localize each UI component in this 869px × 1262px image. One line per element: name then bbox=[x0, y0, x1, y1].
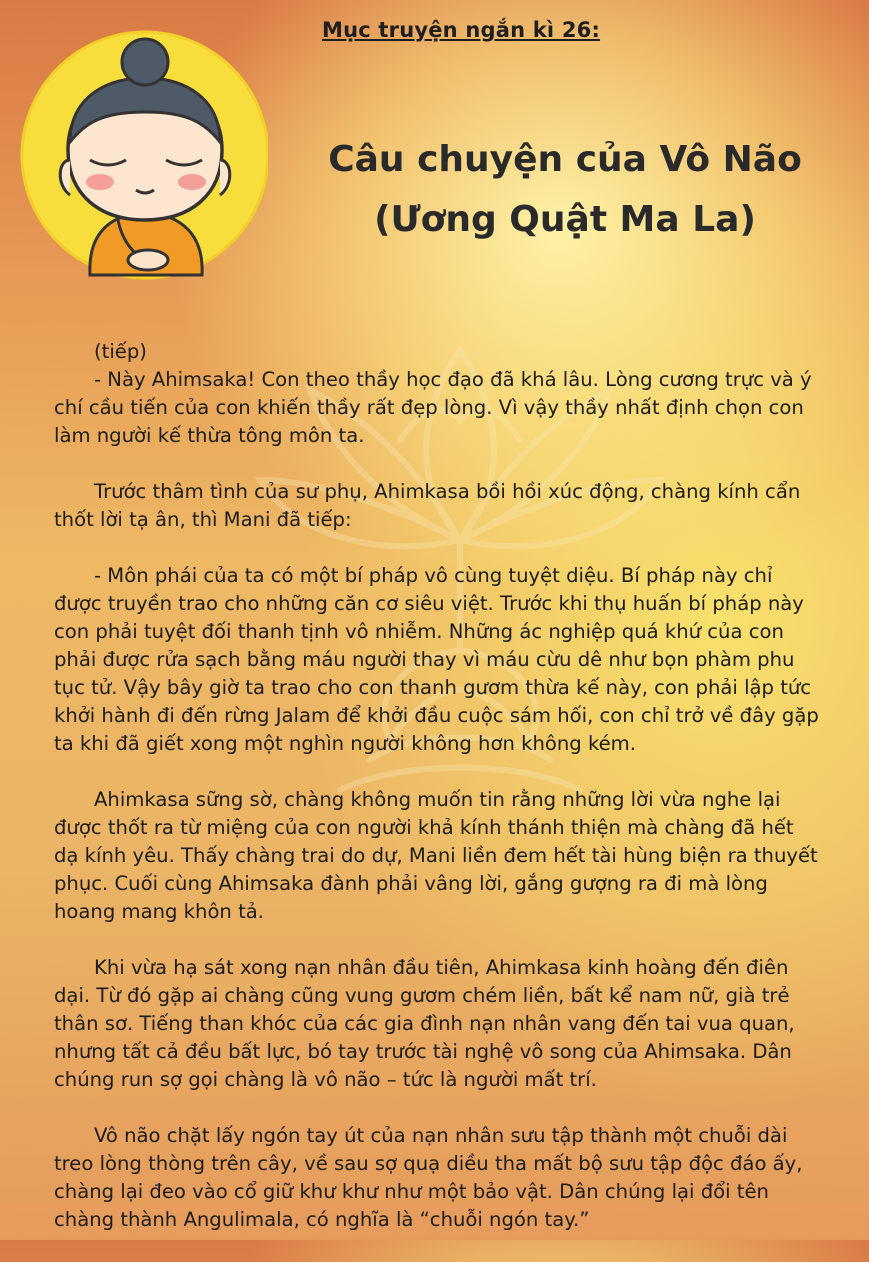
story-body bbox=[54, 338, 824, 1262]
paragraph: Vô não chặt lấy ngón tay út của nạn nhân sưu tập thành một chuỗi dài treo lòng thòng trên cây, về sau sợ quạ diều tha mất bộ sưu tập độc đáo ấy, chàng lại đeo vào cổ giữ khư khư như một bảo vật. Dân chúng lại đổi tên chàng thành Angulimala, có nghĩa là “chuỗi ngón tay.” bbox=[54, 1124, 803, 1231]
continued-label: (tiếp) bbox=[94, 340, 147, 363]
paragraph: Khi vừa hạ sát xong nạn nhân đầu tiên, Ahimkasa kinh hoàng đến điên dại. Từ đó gặp ai chàng cũng vung gươm chém liền, bất kể nam nữ, già trẻ thân sơ. Tiếng than khóc của các gia đình nạn nhân vang đến tai vua quan, nhưng tất cả đều bất lực, bó tay trước tài nghệ vô song của Ahimsaka. Dân chúng run sợ gọi chàng là vô não – tức là người mất trí. bbox=[54, 956, 795, 1091]
paragraph: Trước thâm tình của sư phụ, Ahimkasa bồi hồi xúc động, chàng kính cẩn thốt lời tạ ân, thì Mani đã tiếp: bbox=[54, 480, 801, 531]
paragraph: - Môn phái của ta có một bí pháp vô cùng tuyệt diệu. Bí pháp này chỉ được truyền trao cho những căn cơ siêu việt. Trước khi thụ huấn bí pháp này con phải tuyệt đối thanh tịnh vô nhiễm. Những ác nghiệp quá khứ của con phải được rửa sạch bằng máu người thay vì máu cừu dê như bọn phàm phu tục tử. Vậy bây giờ ta trao cho con thanh gươm thừa kế này, con phải lập tức khởi hành đi đến rừng Jalam để khởi đầu cuộc sám hối, con chỉ trở về đây gặp ta khi đã giết xong một nghìn người không hơn không kém. bbox=[54, 564, 819, 755]
series-label: Mục truyện ngắn kì 26: bbox=[322, 18, 601, 42]
paragraph: Ahimkasa sững sờ, chàng không muốn tin rằng những lời vừa nghe lại được thốt ra từ miệng của con người khả kính thánh thiện mà chàng đã hết dạ kính yêu. Thấy chàng trai do dự, Mani liền đem hết tài hùng biện ra thuyết phục. Cuối cùng Ahimsaka đành phải vâng lời, gắng gượng ra đi mà lòng hoang mang khôn tả. bbox=[54, 788, 818, 923]
monk-mascot-icon bbox=[8, 20, 268, 300]
title-line-2: (Ương Quật Ma La) bbox=[374, 199, 756, 240]
paragraph: - Này Ahimsaka! Con theo thầy học đạo đã khá lâu. Lòng cương trực và ý chí cầu tiến của con khiến thầy rất đẹp lòng. Vì vậy thầy nhất định chọn con làm người kế thừa tông môn ta. bbox=[54, 368, 812, 447]
title-line-1: Câu chuyện của Vô Não bbox=[328, 139, 802, 180]
story-title bbox=[300, 130, 830, 250]
